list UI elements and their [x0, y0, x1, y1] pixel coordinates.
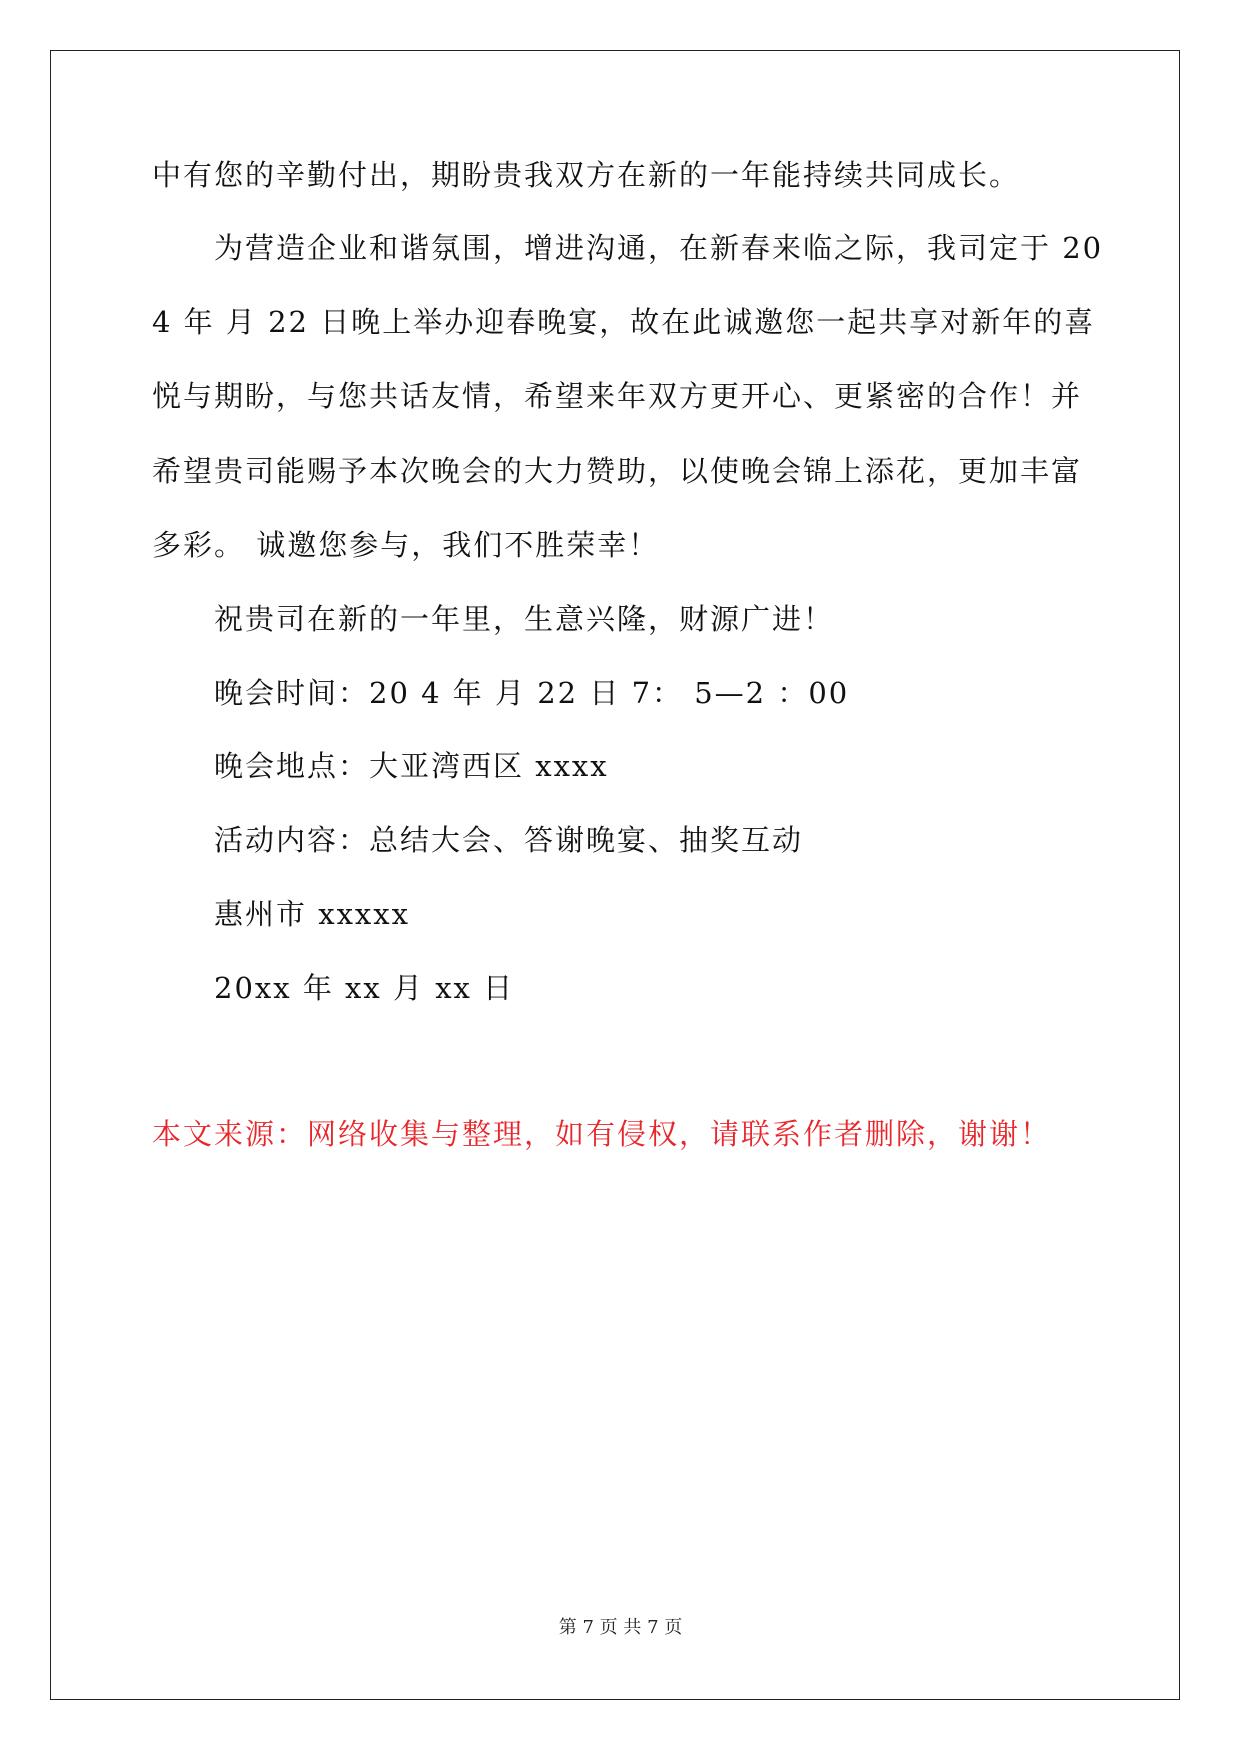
body-text-line-3: 4 年 月 22 日晚上举办迎春晚宴，故在此诚邀您一起共享对新年的喜 [152, 305, 1096, 339]
event-time-line: 晚会时间：20 4 年 月 22 日 7： 5—2 ：00 [214, 676, 850, 710]
event-content-line: 活动内容：总结大会、答谢晚宴、抽奖互动 [214, 823, 804, 857]
signature-date-line: 20xx 年 xx 月 xx 日 [214, 971, 515, 1005]
source-note: 本文来源：网络收集与整理，如有侵权，请联系作者删除，谢谢！ [152, 1117, 1052, 1151]
event-location-line: 晚会地点：大亚湾西区 xxxx [214, 749, 609, 783]
body-text-line-6: 多彩。 诚邀您参与，我们不胜荣幸！ [152, 528, 660, 562]
page-number-footer: 第 7 页 共 7 页 [558, 1617, 683, 1638]
body-text-line-1: 中有您的辛勤付出，期盼贵我双方在新的一年能持续共同成长。 [152, 158, 1021, 192]
page-border [50, 50, 1180, 1700]
body-text-line-4: 悦与期盼，与您共话友情，希望来年双方更开心、更紧密的合作！并 [152, 379, 1083, 413]
greeting-line: 祝贵司在新的一年里，生意兴隆，财源广进！ [214, 602, 835, 636]
body-text-line-5: 希望贵司能赐予本次晚会的大力赞助，以使晚会锦上添花，更加丰富 [152, 454, 1083, 488]
signature-org-line: 惠州市 xxxxx [214, 897, 410, 931]
body-text-line-2: 为营造企业和谐氛围，增进沟通，在新春来临之际，我司定于 20 [214, 231, 1104, 265]
